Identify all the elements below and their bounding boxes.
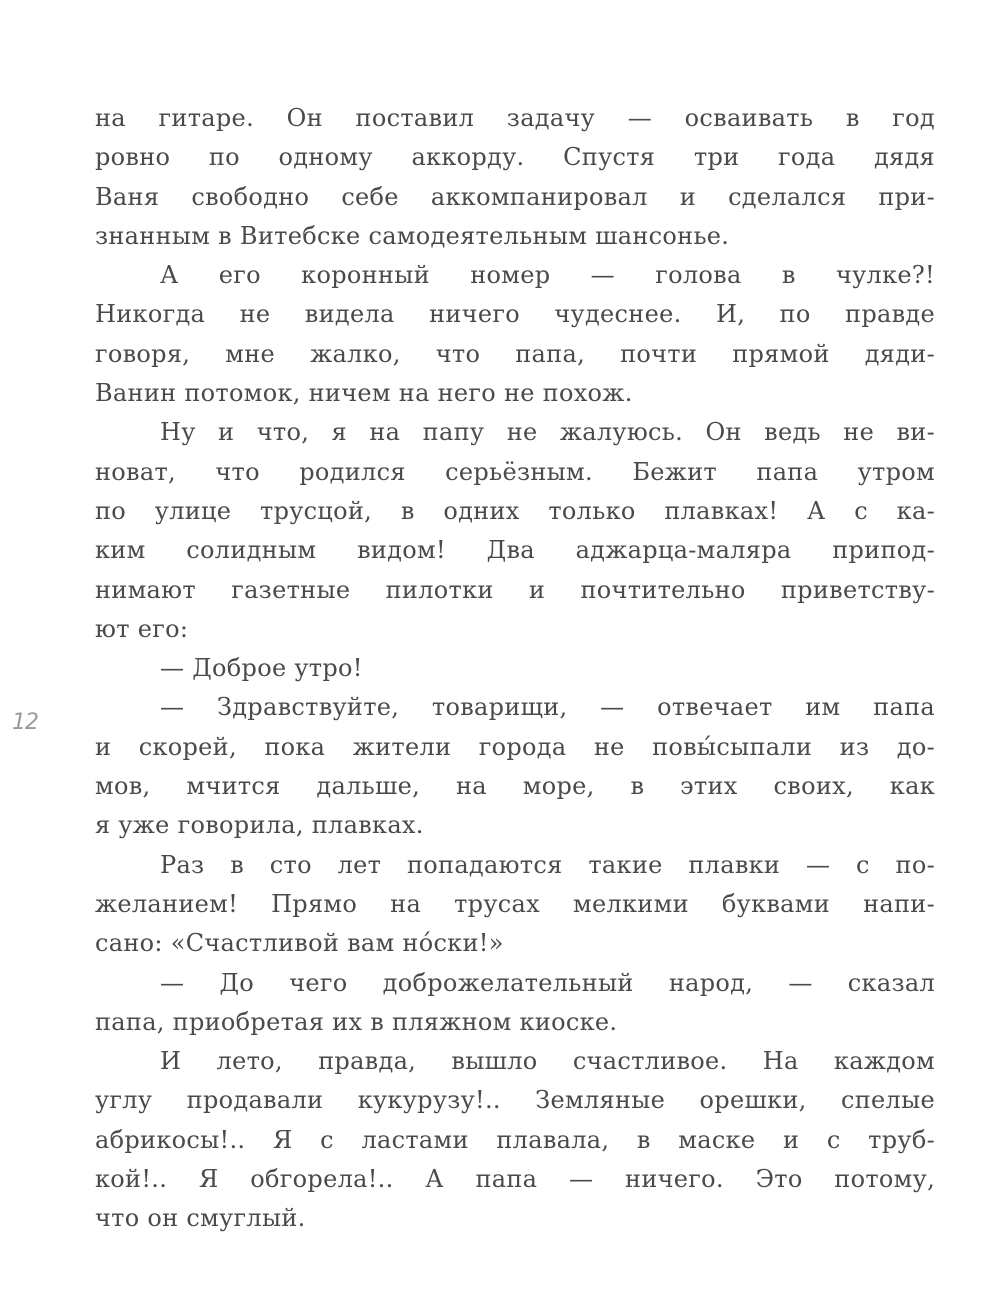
text-line: на гитаре. Он поставил задачу — осваивать в год [95, 104, 935, 132]
text-line: — Здравствуйте, товарищи, — отвечает им папа [160, 693, 935, 722]
page-number: 12 [12, 710, 38, 735]
text-line: Ваня свободно себе аккомпанировал и сделался при- [95, 182, 935, 211]
text-line: — До чего доброжелательный народ, — сказал [160, 968, 935, 997]
text-line: сано: «Счастливой вам но́ски!» [95, 929, 504, 958]
text-line: ют его: [95, 614, 189, 643]
text-line: абрикосы!.. Я с ластами плавала, в маске и с труб- [95, 1125, 935, 1154]
text-line: что он смуглый. [95, 1204, 306, 1233]
text-line: Ну и что, я на папу не жалуюсь. Он ведь не ви- [160, 418, 935, 447]
text-line: А его коронный номер — голова в чулке?! [160, 261, 935, 290]
text-line: И лето, правда, вышло счастливое. На каждом [160, 1047, 935, 1076]
text-line: говоря, мне жалко, что папа, почти прямой дяди- [95, 339, 935, 368]
text-line: папа, приобретая их в пляжном киоске. [95, 1007, 618, 1036]
text-line: нимают газетные пилотки и почтительно приветству- [95, 575, 935, 604]
text-line: я уже говорила, плавках. [95, 811, 424, 840]
text-line: ровно по одному аккорду. Спустя три года дядя [95, 143, 935, 172]
text-line: знанным в Витебске самодеятельным шансонье. [95, 221, 730, 250]
body-text [95, 99, 935, 1239]
text-line: ким солидным видом! Два аджарца-маляра припод- [95, 536, 935, 565]
text-line: кой!.. Я обгорела!.. А папа — ничего. Это потому, [95, 1165, 935, 1194]
text-line: Раз в сто лет попадаются такие плавки — с по- [160, 850, 935, 879]
text-line: — Доброе утро! [160, 654, 363, 683]
text-line: Никогда не видела ничего чудеснее. И, по правде [95, 300, 935, 329]
text-line: углу продавали кукурузу!.. Земляные орешки, спелые [95, 1086, 935, 1115]
text-line: мов, мчится дальше, на море, в этих своих, как [95, 772, 935, 801]
text-line: и скорей, пока жители города не повы́сыпали из до- [95, 732, 935, 761]
text-line: желанием! Прямо на трусах мелкими буквами напи- [95, 889, 935, 918]
text-line: новат, что родился серьёзным. Бежит папа утром [95, 457, 935, 486]
text-line: по улице трусцой, в одних только плавках! А с ка- [95, 496, 935, 525]
text-line: Ванин потомок, ничем на него не похож. [95, 379, 633, 408]
